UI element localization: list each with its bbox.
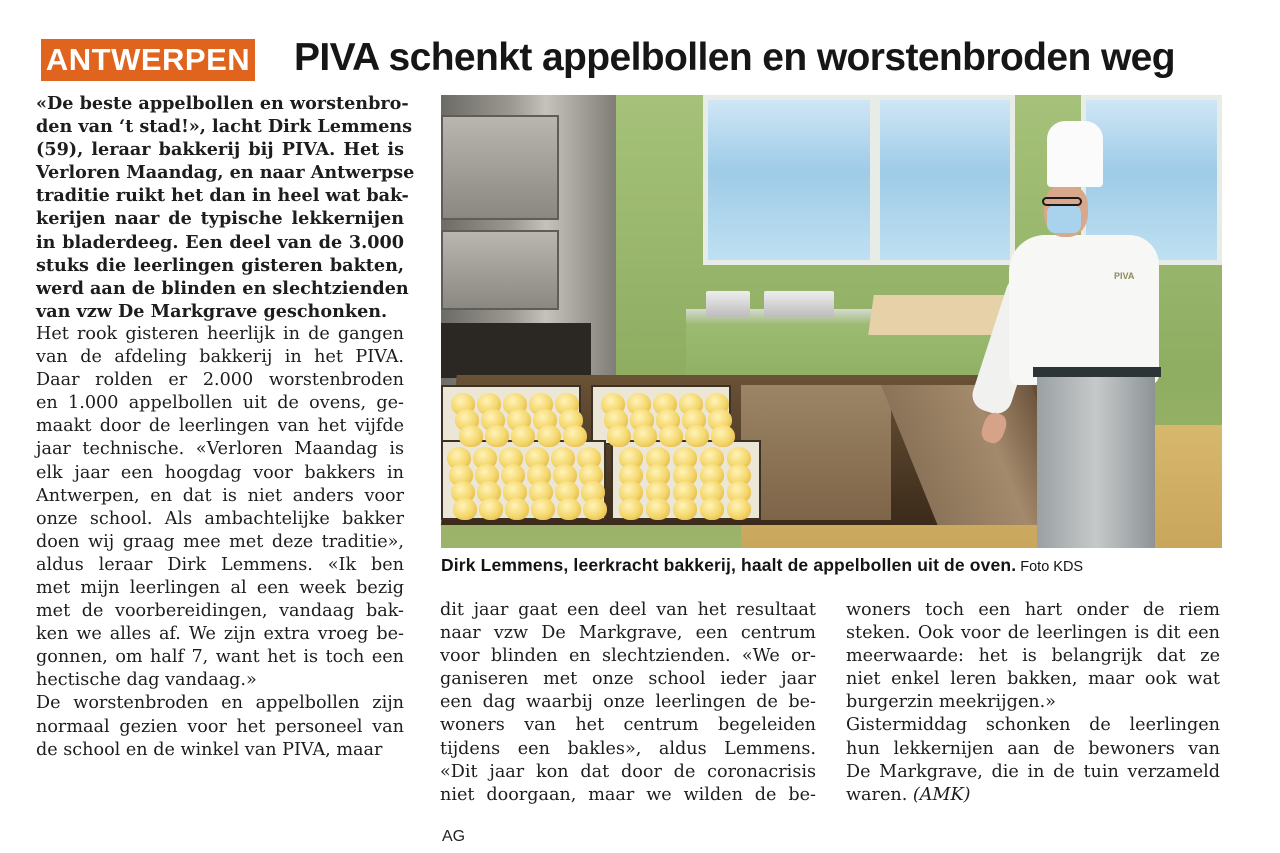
photo-appelbol — [673, 498, 697, 520]
photo-appelbol — [557, 498, 581, 520]
text-line: ken we alles af. We zijn extra vroeg be- — [36, 624, 404, 645]
photo-appelbol — [619, 498, 643, 520]
photo-appelbol — [727, 498, 751, 520]
text-line: «Dit jaar kon dat door de coronacrisis — [440, 761, 816, 782]
text-line: Gistermiddag schonken de leerlingen — [846, 715, 1220, 736]
author-initials: (AMK) — [912, 784, 971, 805]
text-line: hectische dag vandaag.» — [36, 670, 257, 691]
text-line: doen wij graag mee met deze traditie», — [36, 531, 404, 552]
text-line: met de voorbereidingen, vandaag bak- — [36, 601, 404, 622]
text-line: naar vzw De Markgrave, een centrum — [440, 623, 816, 644]
text-line: «De beste appelbollen en worstenbro- — [36, 93, 409, 114]
photo-appelbol — [485, 425, 509, 447]
text-line: in bladerdeeg. Een deel van de 3.000 — [36, 231, 404, 253]
text-line: Het rook gisteren heerlijk in de gangen — [36, 323, 404, 344]
caption-text: Dirk Lemmens, leerkracht bakkerij, haalt de appelbollen uit de oven. — [441, 555, 1017, 575]
photo-chef-apron-belt — [1033, 367, 1161, 377]
section-kicker: ANTWERPEN — [41, 39, 255, 81]
text-line: woners van het centrum begeleiden — [440, 715, 816, 736]
lead-paragraph — [36, 92, 415, 323]
article-column-1 — [36, 92, 415, 762]
photo-chef-jacket — [1009, 235, 1159, 385]
photo-credit: Foto KDS — [1020, 559, 1084, 575]
last-line-text: waren. — [846, 784, 908, 805]
body-paragraph-1 — [36, 323, 404, 762]
page-mark: AG — [442, 828, 466, 845]
headline: PIVA schenkt appelbollen en worstenbroden weg — [294, 36, 1175, 79]
photo-appelbol — [537, 425, 561, 447]
photo-appelbol — [607, 425, 631, 447]
text-line: burgerzin meekrijgen.» — [846, 692, 1056, 713]
text-line: meerwaarde: het is belangrijk dat ze — [846, 646, 1220, 667]
photo-appelbol — [711, 425, 735, 447]
text-line: niet doorgaan, maar we wilden de be- — [440, 784, 816, 805]
jacket-logo: PIVA — [1114, 271, 1135, 281]
photo-oven-door — [441, 230, 559, 310]
photo-peel — [741, 385, 891, 520]
body-paragraph-3 — [846, 599, 1220, 784]
photo-appelbol — [700, 498, 724, 520]
photo-appelbol — [453, 498, 477, 520]
photo-appelbol — [531, 498, 555, 520]
photo-chef-apron — [1037, 373, 1155, 548]
text-line: kerijen naar de typische lekkernijen — [36, 208, 404, 230]
text-line: hun lekkernijen aan de bewoners van — [846, 738, 1220, 759]
photo-appelbol — [563, 425, 587, 447]
text-line: Daar rolden er 2.000 worstenbroden — [36, 370, 404, 391]
article-photo — [441, 95, 1222, 548]
text-line: de school en de winkel van PIVA, maar — [36, 739, 383, 760]
photo-appelbol — [685, 425, 709, 447]
text-line: De worstenbroden en appelbollen zijn — [36, 693, 404, 714]
text-line: (59), leraar bakkerij bij PIVA. Het is — [36, 139, 404, 161]
photo-appelbol — [505, 498, 529, 520]
text-line: van vzw De Markgrave geschonken. — [36, 300, 388, 322]
text-line: maakt door de leerlingen van het vijfde — [36, 416, 404, 437]
photo-fryer — [764, 291, 834, 317]
article-column-2 — [440, 599, 816, 807]
text-line: en 1.000 appelbollen uit de ovens, ge- — [36, 393, 404, 414]
photo-glasses — [1042, 197, 1082, 206]
text-line: Antwerpen, en dat is niet anders voor — [36, 485, 404, 506]
photo-face-mask — [1047, 205, 1081, 233]
photo-appelbol — [583, 498, 607, 520]
text-line: onze school. Als ambachtelijke bakker — [36, 508, 404, 529]
text-line: met mijn leerlingen al een week bezig — [36, 577, 404, 598]
body-paragraph-2 — [440, 599, 816, 807]
photo-caption — [441, 553, 1222, 577]
text-line: een dag waarbij onze leerlingen de be- — [440, 692, 816, 713]
photo-fryer — [706, 291, 750, 317]
text-line: Verloren Maandag, en naar Antwerpse — [36, 162, 415, 184]
article-column-3 — [846, 599, 1220, 807]
text-line: normaal gezien voor het personeel van — [36, 716, 404, 737]
text-line: traditie ruikt het dan in heel wat bak- — [36, 185, 409, 207]
text-line: tijdens een bakles», aldus Lemmens. — [440, 738, 816, 759]
photo-appelbol — [459, 425, 483, 447]
text-line: van de afdeling bakkerij in het PIVA. — [36, 347, 404, 368]
text-line: jaar technische. «Verloren Maandag is — [36, 439, 404, 460]
photo-appelbol — [659, 425, 683, 447]
text-line: elk jaar een hoogdag voor bakkers in — [36, 462, 404, 483]
photo-appelbol — [479, 498, 503, 520]
photo-window — [703, 95, 875, 265]
photo-oven-door — [441, 115, 559, 220]
photo-window — [875, 95, 1015, 265]
photo-appelbol — [633, 425, 657, 447]
text-line: aldus leraar Dirk Lemmens. «Ik ben — [36, 554, 404, 575]
text-line: steken. Ook voor de leerlingen is dit een — [846, 623, 1220, 644]
text-line: stuks die leerlingen gisteren bakten, — [36, 254, 404, 276]
text-line: gonnen, om half 7, want het is toch een — [36, 647, 404, 668]
text-line: den van ‘t stad!», lacht Dirk Lemmens — [36, 116, 413, 138]
photo-appelbol — [511, 425, 535, 447]
text-line: werd aan de blinden en slechtzienden — [36, 277, 409, 299]
text-line: woners toch een hart onder de riem — [846, 600, 1220, 620]
photo-oven-slot — [441, 323, 591, 378]
text-line: niet enkel leren bakken, maar ook wat — [846, 669, 1220, 690]
text-line: ganiseren met onze school ieder jaar — [440, 669, 816, 690]
photo-appelbol — [646, 498, 670, 520]
body-last-line — [846, 784, 1220, 807]
text-line: voor blinden en slechtzienden. «We or- — [440, 646, 816, 667]
text-line: dit jaar gaat een deel van het resultaat — [440, 600, 816, 620]
text-line: De Markgrave, die in de tuin verzameld — [846, 761, 1220, 782]
photo-chef-hat — [1047, 121, 1103, 187]
